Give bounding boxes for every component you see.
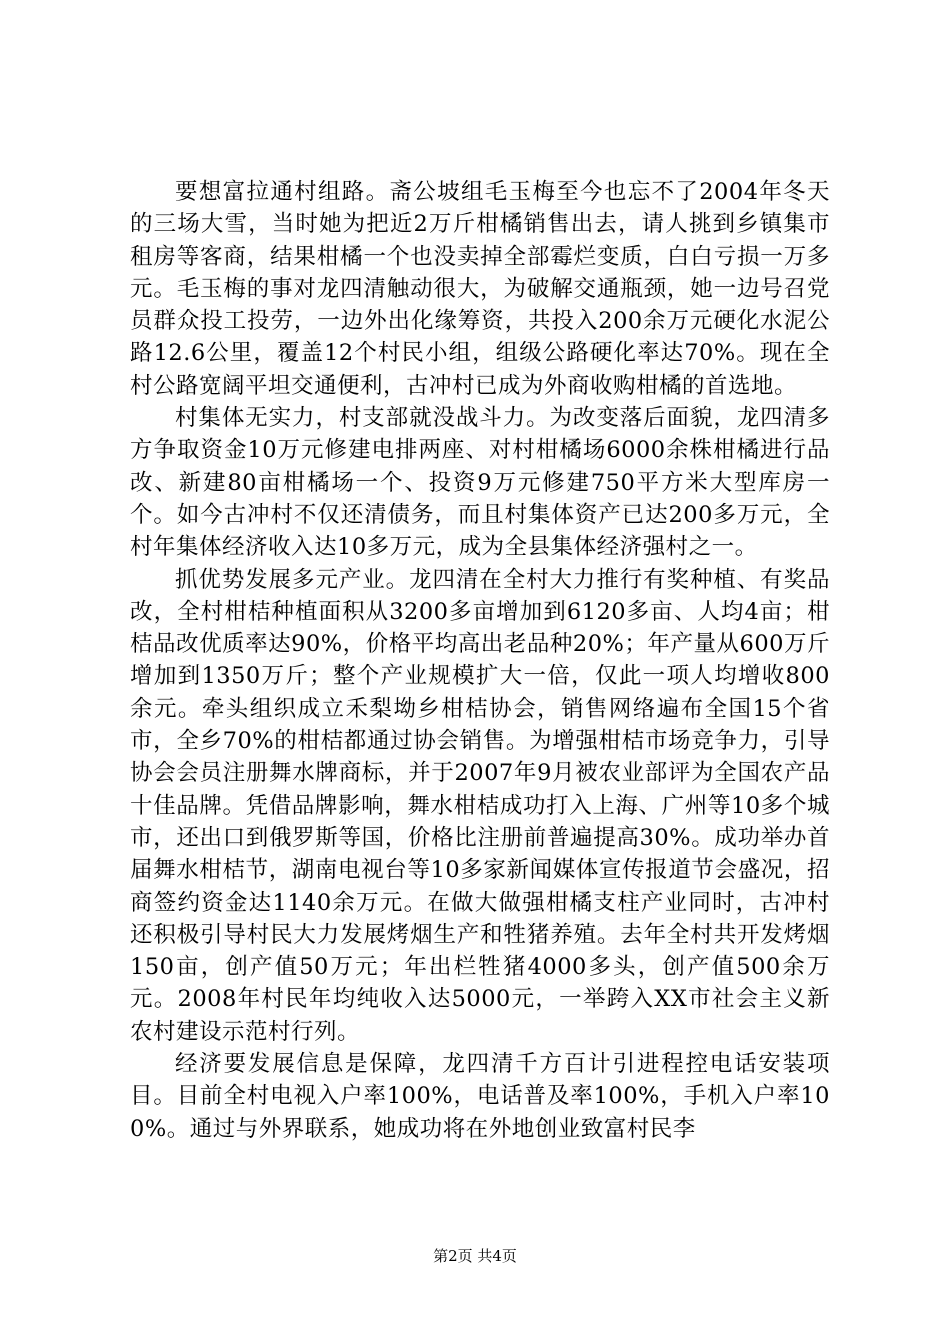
paragraph-industry: 抓优势发展多元产业。龙四清在全村大力推行有奖种植、有奖品改，全村柑桔种植面积从3200多亩增加到6120多亩、人均4亩；柑桔品改优质率达90%，价格平均高出老品种20%；年产量从600万斤增加到1350万斤；整个产业规模扩大一倍，仅此一项人均增收800余元。牵头组织成立禾梨坳乡柑桔协会，销售网络遍布全国15个省市，全乡70%的柑桔都通过协会销售。为增强柑桔市场竞争力，引导协会会员注册舞水牌商标，并于2007年9月被农业部评为全国农产品十佳品牌。凭借品牌影响，舞水柑桔成功打入上海、广州等10多个城市，还出口到俄罗斯等国，价格比注册前普遍提高30%。成功举办首届舞水柑桔节，湖南电视台等10多家新闻媒体宣传报道节会盛况，招商签约资金达1140余万元。在做大做强柑橘支柱产业同时，古冲村还积极引导村民大力发展烤烟生产和牲猪养殖。去年全村共开发烤烟150亩，创产值50万元；年出栏牲猪4000多头，创产值500余万元。2008年村民年均纯收入达5000元，一举跨入XX市社会主义新农村建设示范村行列。 xyxy=(130,566,830,1045)
body-text xyxy=(130,176,830,1145)
paragraph-information: 经济要发展信息是保障，龙四清千方百计引进程控电话安装项目。目前全村电视入户率100%，电话普及率100%，手机入户率100%。通过与外界联系，她成功将在外地创业致富村民李 xyxy=(130,1051,831,1142)
paragraph-collective-economy: 村集体无实力，村支部就没战斗力。为改变落后面貌，龙四清多方争取资金10万元修建电排两座、对村柑橘场6000余株柑橘进行品改、新建80亩柑橘场一个、投资9万元修建750平方米大型库房一个。如今古冲村不仅还清债务，而且村集体资产已达200多万元，全村年集体经济收入达10多万元，成为全县集体经济强村之一。 xyxy=(130,405,830,561)
page-number-footer: 第2页 共4页 xyxy=(433,1247,517,1265)
paragraph-roads: 要想富拉通村组路。斋公坡组毛玉梅至今也忘不了2004年冬天的三场大雪，当时她为把近2万斤柑橘销售出去，请人挑到乡镇集市租房等客商，结果柑橘一个也没卖掉全部霉烂变质，白白亏损一万多元。毛玉梅的事对龙四清触动很大，为破解交通瓶颈，她一边号召党员群众投工投劳，一边外出化缘筹资，共投入200余万元硬化水泥公路12.6公里，覆盖12个村民小组，组级公路硬化率达70%。现在全村公路宽阔平坦交通便利，古冲村已成为外商收购柑橘的首选地。 xyxy=(130,179,830,399)
